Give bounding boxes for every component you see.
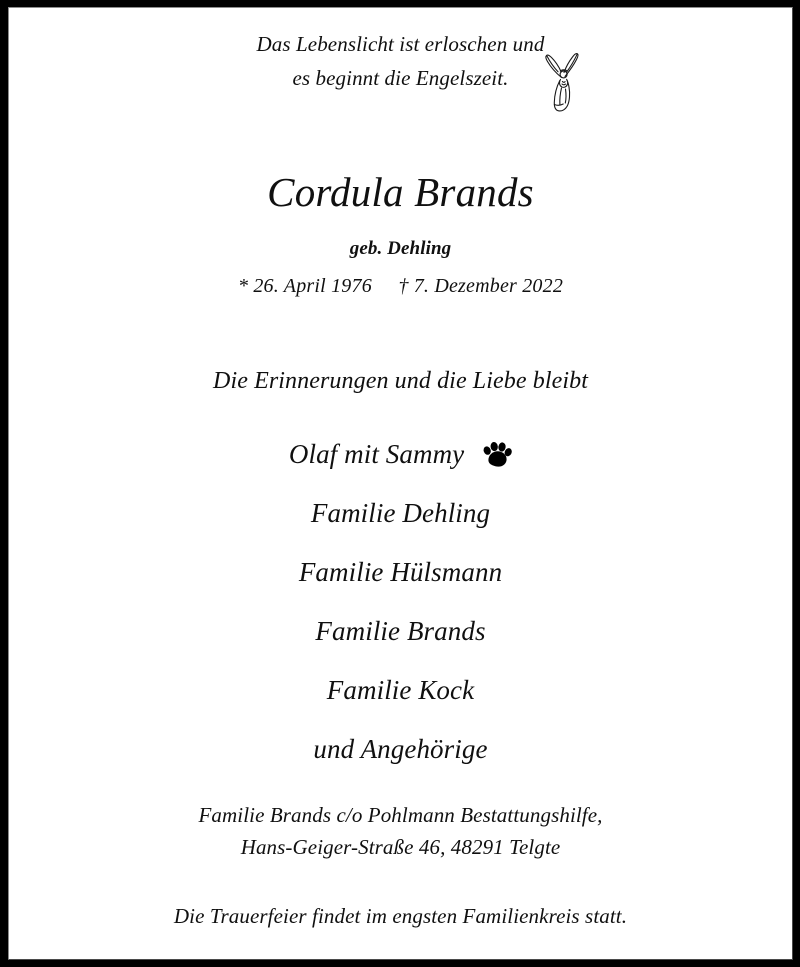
birth-symbol: * <box>237 275 249 298</box>
mourner-label: Familie Dehling <box>310 498 491 528</box>
angel-icon <box>535 47 591 117</box>
mourner-row <box>9 500 792 559</box>
contact-block <box>9 805 792 858</box>
mourner-row <box>9 559 792 618</box>
mourner-label: und Angehörige <box>313 734 488 764</box>
mourner-row <box>9 736 792 795</box>
verse-line-2: es beginnt die Engelszeit. <box>292 66 509 90</box>
birth-date: 26. April 1976 <box>253 275 372 298</box>
verse-line-2-row <box>9 68 792 89</box>
mourner-row <box>9 677 792 736</box>
mourner-label: Familie Hülsmann <box>298 557 503 587</box>
deceased-maiden-name: geb. Dehling <box>349 238 452 260</box>
mourners-block <box>9 441 792 795</box>
service-note: Die Trauerfeier findet im engsten Familienkreis statt. <box>173 904 628 928</box>
deceased-block <box>9 171 792 296</box>
contact-line-2: Hans-Geiger-Straße 46, 48291 Telgte <box>240 835 561 859</box>
mourner-label: Familie Brands <box>315 616 486 646</box>
verse-line-1: Das Lebenslicht ist erloschen und <box>256 32 545 56</box>
memorial-line: Die Erinnerungen und die Liebe bleibt <box>213 368 588 394</box>
deceased-name: Cordula Brands <box>267 169 534 215</box>
obituary-notice-card <box>8 7 793 960</box>
mourner-row <box>9 441 792 500</box>
verse-block <box>9 34 792 89</box>
mourner-row <box>9 618 792 677</box>
mourner-label: Familie Kock <box>326 675 475 705</box>
death-symbol: † <box>398 275 409 298</box>
contact-line-1: Familie Brands c/o Pohlmann Bestattungshilfe, <box>198 803 603 827</box>
mourner-label: Olaf mit Sammy <box>288 439 465 469</box>
paw-print-icon <box>482 442 512 468</box>
deceased-dates <box>9 276 792 296</box>
death-date: 7. Dezember 2022 <box>413 275 564 298</box>
